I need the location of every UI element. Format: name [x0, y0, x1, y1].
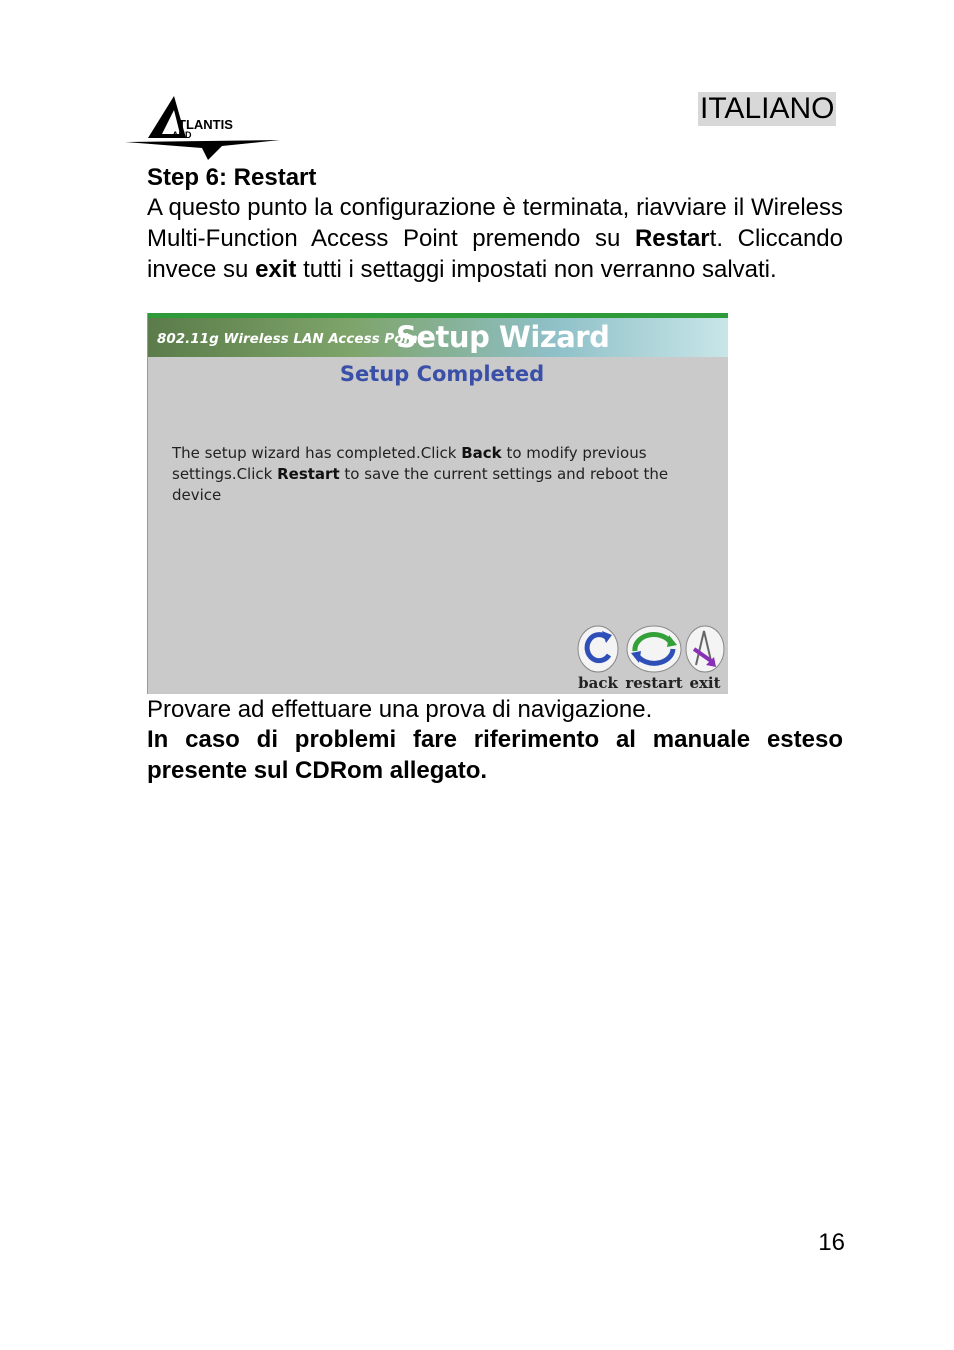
- manual-reference-note: In caso di problemi fare riferimento al manuale esteso presente sul CDRom allegato.: [147, 726, 843, 784]
- text-segment: A questo punto la configurazione è terminata, riavviare il Wireless Multi-Function Access Point premendo su: [147, 194, 843, 252]
- page-number: 16: [818, 1229, 845, 1256]
- restart-arrows-icon: [625, 623, 683, 673]
- navigation-note: Provare ad effettuare una prova di navigazione.: [147, 696, 653, 723]
- language-label: ITALIANO: [700, 92, 835, 125]
- banner-subtitle: 802.11g Wireless LAN Access Point: [157, 331, 425, 347]
- restart-button[interactable]: [622, 623, 686, 693]
- back-arrow-icon: [576, 623, 620, 673]
- text-segment: t. Cliccando invece su: [147, 225, 843, 283]
- wizard-banner: [148, 313, 728, 357]
- text-segment: The setup wizard has completed.Click: [172, 444, 462, 462]
- banner-title: Setup Wizard: [396, 320, 610, 354]
- restart-label: restart: [625, 674, 683, 692]
- svg-text:TLANTIS: TLANTIS: [178, 117, 233, 132]
- setup-wizard-screenshot: [147, 313, 728, 694]
- atlantis-logo-icon: [122, 92, 284, 164]
- bold-back: Back: [461, 444, 502, 462]
- step-description: [147, 192, 843, 285]
- text-segment: to modify previous settings.Click: [172, 444, 647, 483]
- text-segment: tutti i settaggi impostati non verranno salvati.: [296, 256, 777, 283]
- bold-restart: Restart: [277, 465, 340, 483]
- back-button[interactable]: [572, 623, 624, 693]
- text-segment: to save the current settings and reboot the device: [172, 465, 669, 504]
- step-title: Step 6: Restart: [147, 164, 317, 191]
- svg-text:AND: AND: [172, 130, 192, 140]
- back-label: back: [578, 674, 618, 692]
- setup-completed-heading: Setup Completed: [339, 362, 545, 386]
- bold-exit: exit: [255, 256, 297, 283]
- wizard-message: [172, 443, 717, 506]
- exit-button[interactable]: [682, 623, 728, 693]
- exit-label: exit: [689, 674, 721, 692]
- exit-door-icon: [684, 623, 726, 673]
- bold-restart: Restar: [634, 225, 710, 252]
- atlantis-logo: [122, 92, 284, 164]
